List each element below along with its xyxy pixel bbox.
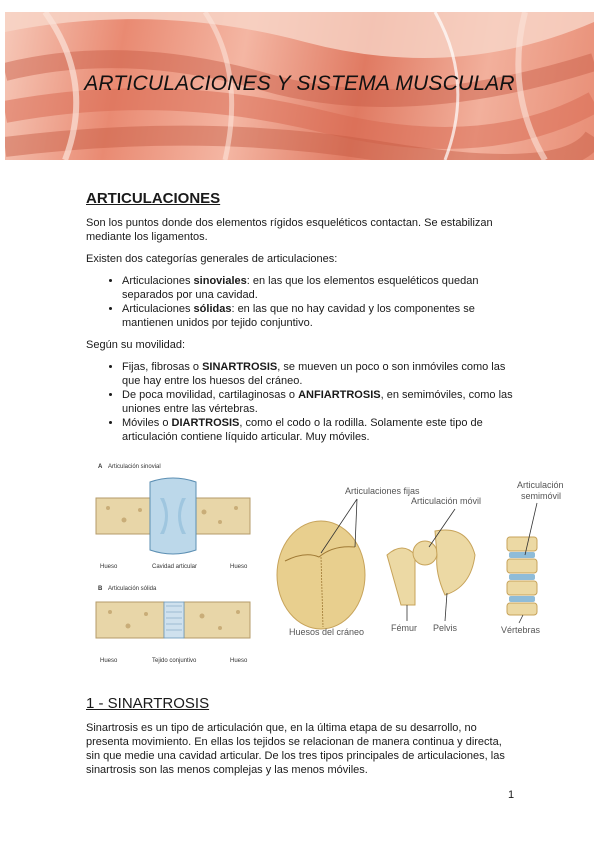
mobility-list (86, 360, 514, 444)
hueso-label: Hueso (230, 564, 248, 570)
section-heading: ARTICULACIONES (86, 190, 221, 207)
hueso-label: Hueso (100, 658, 118, 664)
figure-a-letter: A (98, 464, 103, 470)
sinartrosis-paragraph: Sinartrosis es un tipo de articulación que, en la última etapa de su desarrollo, no presenta movimiento. En ellas los tejidos se relacionan de manera continua y directa, sin que medie una cavidad articular. De los tres tipos principales de articulaciones, las sinartrosis son las menos complejas y las menos móviles. (86, 722, 505, 776)
craneo-label: Huesos del cráneo (289, 627, 365, 637)
hueso-label: Hueso (230, 658, 248, 664)
categories-list (86, 274, 514, 330)
pelvis-label: Pelvis (433, 623, 458, 633)
femur-label: Fémur (391, 623, 418, 633)
fijas-label: Articulaciones fijas (345, 486, 420, 496)
hueso-label: Hueso (100, 564, 118, 570)
tejido-label: Tejido conjuntivo (152, 658, 197, 664)
page-number: 1 (508, 789, 515, 801)
list-item: • Móviles o DIARTROSIS, como el codo o la rodilla. Solamente este tipo de articulación contiene líquido articular. Muy móviles. (122, 416, 514, 444)
cavidad-label: Cavidad articular (152, 564, 198, 570)
figure-b-title: Articulación sólida (108, 586, 157, 592)
semimovil-label-1: Articulación (517, 480, 564, 490)
mobility-intro: Según su movilidad: (86, 339, 186, 351)
joint-types-figure (94, 460, 254, 670)
categories-intro: Existen dos categorías generales de articulaciones: (86, 253, 338, 265)
joint-mobility-figure (275, 475, 565, 640)
list-item: • Articulaciones sólidas: en las que no hay cavidad y los componentes se mantienen unidos por tejido conjuntivo. (122, 302, 514, 330)
list-item: • Articulaciones sinoviales: en las que los elementos esqueléticos quedan separados por una cavidad. (122, 274, 514, 302)
section-sinartrosis (86, 695, 514, 777)
section-heading: 1 - SINARTROSIS (86, 695, 210, 712)
intro-paragraph: Son los puntos donde dos elementos rígidos esqueléticos contactan. Se estabilizan mediante los ligamentos. (86, 217, 493, 243)
semimovil-label-2: semimóvil (521, 491, 562, 501)
figure-b-letter: B (98, 586, 103, 592)
page-title: ARTICULACIONES Y SISTEMA MUSCULAR (84, 72, 515, 95)
movil-label: Articulación móvil (411, 496, 482, 506)
header-banner (5, 12, 594, 160)
list-item: • De poca movilidad, cartilaginosas o ANFIARTROSIS, en semimóviles, como las uniones entre las vértebras. (122, 388, 514, 416)
section-articulaciones (86, 190, 514, 444)
list-item: • Fijas, fibrosas o SINARTROSIS, se mueven un poco o son inmóviles como las que hay entre los huesos del cráneo. (122, 360, 514, 388)
figure-a-title: Articulación sinovial (108, 464, 161, 470)
vertebras-label: Vértebras (501, 625, 541, 635)
